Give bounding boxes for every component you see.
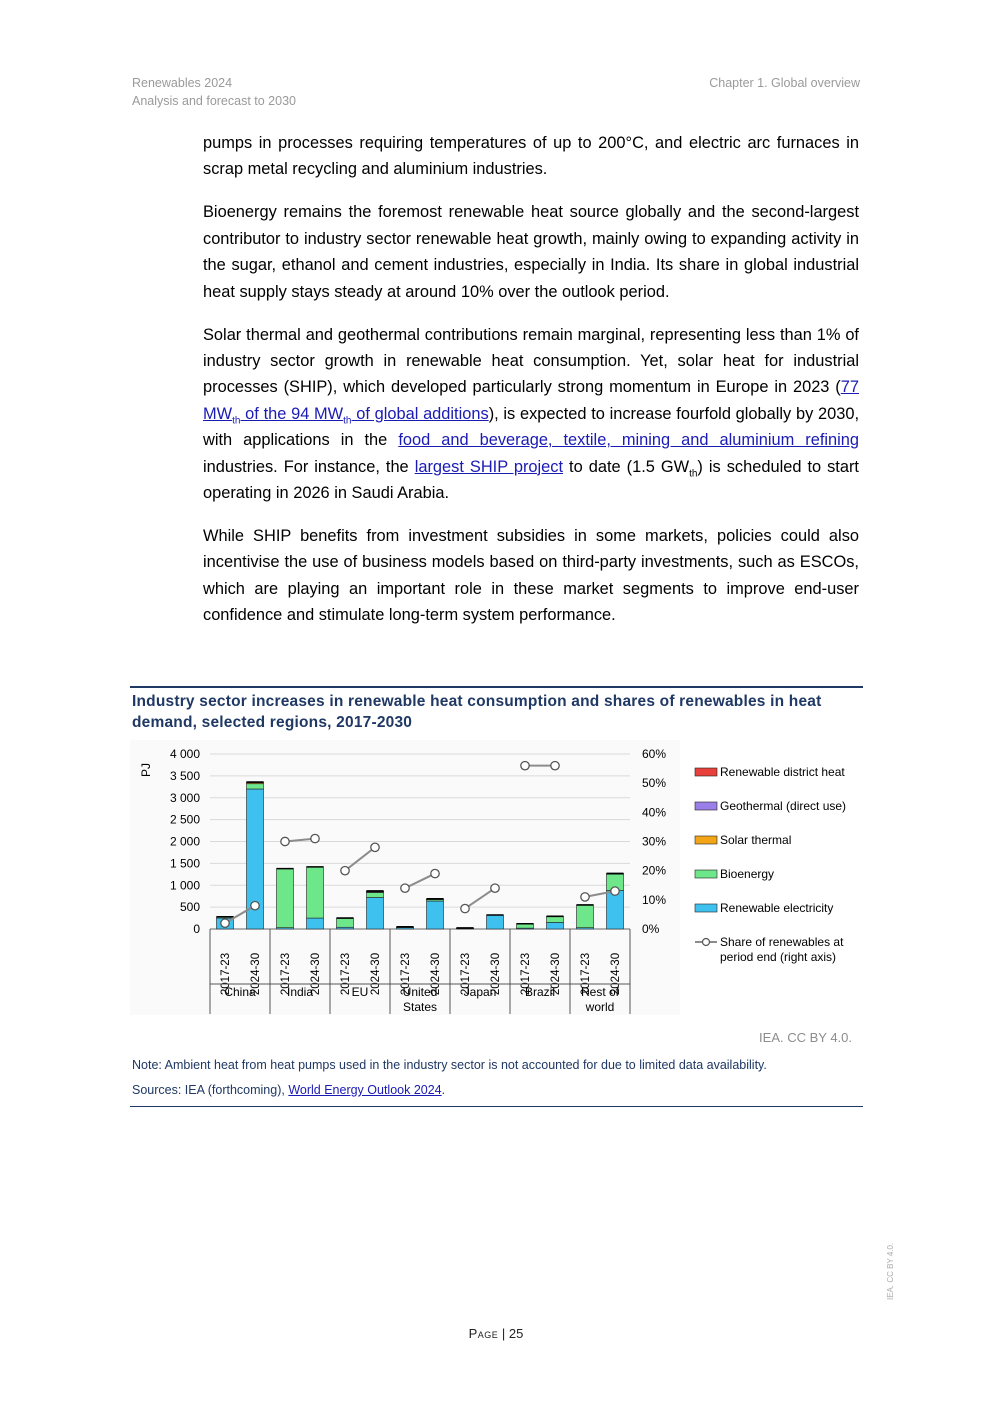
x-tick-label: 2017-23	[340, 952, 352, 996]
legend-label: Geothermal (direct use)	[720, 799, 847, 813]
stacked-bar-chart	[130, 740, 865, 1025]
legend-swatch	[695, 836, 717, 844]
figure-bottom-rule	[130, 1106, 863, 1107]
bar-segment	[547, 922, 564, 929]
y2-tick-label: 10%	[642, 892, 667, 907]
page-number: Page | 25	[468, 1326, 524, 1341]
group-label: States	[402, 1000, 438, 1014]
legend-marker	[703, 939, 710, 946]
figure-title: Industry sector increases in renewable heat consumption and shares of renewables in heat demand, selected regions, 2017-2030	[132, 693, 822, 731]
y-tick-label: 2 500	[169, 812, 200, 827]
legend-label: period end (right axis)	[720, 950, 837, 964]
y-tick-label: 1 500	[169, 856, 200, 871]
legend-swatch	[695, 768, 717, 776]
bar-segment	[307, 867, 324, 918]
share-marker	[371, 843, 379, 851]
x-tick-label: 2017-23	[280, 952, 292, 996]
x-tick-label: 2017-23	[220, 952, 232, 996]
running-header-right	[709, 74, 860, 92]
link-ship-applications[interactable]: food and beverage, textile, mining and aluminium refining	[398, 431, 860, 450]
link-world-energy-outlook[interactable]: World Energy Outlook 2024	[288, 1083, 442, 1097]
x-tick-label: 2024-30	[490, 952, 502, 996]
x-tick-label: 2024-30	[550, 952, 562, 996]
share-marker	[251, 901, 259, 909]
link-global-additions[interactable]: 77 $MW_{th}$ of the 94 $MW_{th}$ of global additions	[203, 378, 859, 427]
x-tick-label: 2024-30	[370, 952, 382, 996]
group-label: Japan	[463, 985, 497, 999]
figure-top-rule	[130, 686, 863, 688]
bar-segment	[487, 915, 504, 929]
group-label: Brazil	[524, 985, 556, 999]
bar-segment	[367, 898, 384, 930]
y-axis-label: PJ	[139, 762, 153, 778]
group-label: United	[402, 985, 438, 999]
bar-segment	[277, 869, 294, 928]
link-largest-ship-project[interactable]: largest SHIP project	[414, 457, 564, 476]
body-text	[203, 130, 859, 645]
bar-segment	[427, 901, 444, 929]
legend-label: Renewable district heat	[720, 765, 845, 779]
legend-swatch	[695, 904, 717, 912]
y-tick-label: 4 000	[169, 747, 200, 761]
y2-tick-label: 60%	[642, 747, 667, 761]
share-marker	[281, 837, 289, 845]
running-header-left	[132, 74, 296, 110]
legend-label: Solar thermal	[720, 833, 792, 847]
group-label: EU	[351, 985, 369, 999]
group-label: world	[585, 1000, 615, 1014]
y-tick-label: 3 000	[169, 790, 200, 805]
doc-subtitle: Analysis and forecast to 2030	[132, 94, 296, 108]
x-tick-label: 2024-30	[430, 952, 442, 996]
bar-segment	[547, 916, 564, 922]
legend-swatch	[695, 802, 717, 810]
share-marker	[311, 834, 319, 842]
legend-label: Bioenergy	[720, 867, 775, 881]
x-tick-label: 2017-23	[520, 952, 532, 996]
y-tick-label: 1 000	[169, 878, 200, 893]
bar-segment	[337, 918, 354, 927]
legend-swatch	[695, 870, 717, 878]
share-marker	[491, 884, 499, 892]
bar-segment	[307, 918, 324, 929]
share-marker	[221, 919, 229, 927]
x-tick-label: 2017-23	[400, 952, 412, 996]
figure-note: Note: Ambient heat from heat pumps used in the industry sector is not accounted for due to limited data availability.	[132, 1058, 767, 1072]
y-tick-label: 3 500	[169, 768, 200, 783]
bar-segment	[247, 784, 264, 789]
share-marker	[341, 866, 349, 874]
share-marker	[521, 761, 529, 769]
y2-tick-label: 40%	[642, 805, 667, 820]
share-marker	[461, 904, 469, 912]
group-label: India	[286, 985, 314, 999]
y2-tick-label: 30%	[642, 834, 667, 849]
group-label: Rest of	[580, 985, 620, 999]
bar-segment	[577, 905, 594, 928]
figure-sources: Sources: IEA (forthcoming), World Energy Outlook 2024.	[132, 1083, 446, 1097]
legend-label: Share of renewables at	[720, 935, 844, 949]
doc-title: Renewables 2024	[132, 76, 233, 90]
bar-segment	[367, 892, 384, 897]
share-marker	[611, 887, 619, 895]
y-tick-label: 500	[179, 900, 200, 915]
y2-tick-label: 50%	[642, 776, 667, 791]
paragraph-1: pumps in processes requiring temperatures of up to 200°C, and electric arc furnaces in scrap metal recycling and aluminium industries.	[203, 134, 859, 179]
y2-tick-label: 0%	[642, 922, 660, 936]
figure-credit: IEA. CC BY 4.0.	[759, 1030, 852, 1045]
legend-label: Renewable electricity	[720, 901, 834, 915]
y-tick-label: 2 000	[169, 834, 200, 849]
paragraph-2: Bioenergy remains the foremost renewable heat source globally and the second-largest contributor to industry sector renewable heat growth, mainly owing to expanding activity in the sugar, ethanol and cement industries, especially in India. Its share in global industrial heat supply stays steady at around 10% over the outlook period.	[203, 203, 859, 301]
share-marker	[431, 869, 439, 877]
x-tick-label: 2024-30	[610, 952, 622, 996]
y2-tick-label: 20%	[642, 863, 667, 878]
share-marker	[401, 884, 409, 892]
x-tick-label: 2017-23	[460, 952, 472, 996]
paragraph-3: Solar thermal and geothermal contributions remain marginal, representing less than 1% of industry sector growth in renewable heat consumption. Yet, solar heat for industrial processes (SHIP), which developed particularly strong momentum in Europe in 2023 (77 $MW_{th}$ of the 94 $MW_{th}$ of global additions), is expected to increase fourfold globally by 2030, with applications in the food and beverage, textile, mining and aluminium refining industries. For instance, the largest SHIP project to date (1.5 $GW_{th}$) is scheduled to start operating in 2026 in Saudi Arabia.	[203, 325, 860, 503]
share-marker	[551, 761, 559, 769]
chapter-title: Chapter 1. Global overview	[709, 76, 860, 90]
x-tick-label: 2024-30	[310, 952, 322, 996]
x-tick-label: 2017-23	[580, 952, 592, 996]
bar-segment	[607, 891, 624, 930]
side-credit: IEA. CC BY 4.0.	[886, 1242, 895, 1300]
x-tick-label: 2024-30	[250, 952, 262, 996]
y-tick-label: 0	[193, 922, 200, 936]
paragraph-4: While SHIP benefits from investment subsidies in some markets, policies could also incentivise the use of business models based on third-party investments, such as ESCOs, which are playing an important role in these market segments to improve end-user confidence and stimulate long-term system performance.	[203, 527, 859, 625]
group-label: China	[224, 985, 256, 999]
share-marker	[581, 893, 589, 901]
